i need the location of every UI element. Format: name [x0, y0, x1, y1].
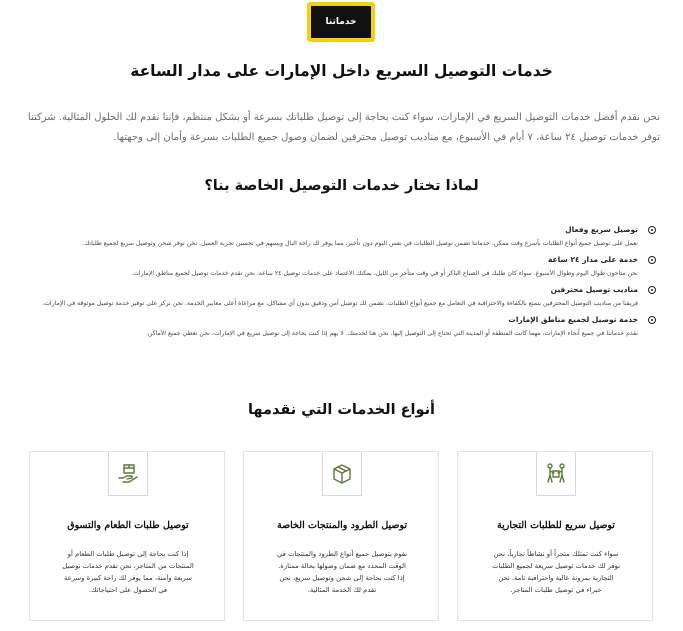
top-bar: [0, 0, 683, 46]
feature-description: نحن متاحون طوال اليوم وطوال الأسبوع. سواء كان طلبك في الصباح الباكر أو في وقت متأخر من الليل، يمكنك الاعتماد على خدمات توصيل ٢٤ ساعة. نحن نقدم خدمات توصيل لجميع مناطق الإمارات.: [131, 270, 638, 277]
delivery-people-icon: [536, 452, 576, 496]
feature-description: نقدم خدماتنا في جميع أنحاء الإمارات، مهما كانت المنطقة أو المدينة التي تحتاج إلى التوصيل إليها. نحن هنا لخدمتك. لا يهم إذا كنت بحاجة إلى توصيل سريع في الإمارات، نحن نغطي جميع الأماكن.: [145, 330, 638, 337]
card-description: نقوم بتوصيل جميع أنواع الطرود والمنتجات في الوقت المحدد مع ضمان وصولها بحالة ممتازة. إذا كنت بحاجة إلى شحن وتوصيل سريع، نحن نقدم لك الخدمة المثالية.: [276, 550, 408, 594]
services-cta-button[interactable]: خدماتنا: [307, 2, 375, 42]
radio-bullet-icon: [648, 256, 656, 264]
intro-paragraph: نحن نقدم أفضل خدمات التوصيل السريع في الإمارات، سواء كنت بحاجة إلى توصيل طلباتك بسرعة أو بشكل منتظم، فإننا نقدم لك الحلول المثالية. شركتنا توفر خدمات توصيل ٢٤ ساعة، ٧ أيام في الأسبوع، مع مناديب توصيل محترفين لضمان وصول جميع الطلبات بسرعة وأمان إلى وجهتها.: [27, 112, 660, 143]
card-description: إذا كنت بحاجة إلى توصيل طلبات الطعام أو المنتجات من المتاجر، نحن نقدم خدمات توصيل سريعة وآمنة، مما يوفر لك راحة كبيرة وسرعة في الحصول على احتياجاتك.: [62, 550, 194, 594]
features-list: [20, 224, 656, 344]
card-title: توصيل الطرود والمنتجات الخاصة: [276, 520, 408, 531]
feature-description: فريقنا من مناديب التوصيل المحترفين يتمتع بالكفاءة والاحترافية في التعامل مع جميع أنواع الطلبات. نضمن لك توصيل آمن ودقيق بدون أي مشاكل، مع مراعاة أعلى معايير الخدمة. نحن نركز على توفير خدمة توصيل موثوقة في الإمارات.: [42, 300, 638, 307]
hand-box-icon: [108, 452, 148, 496]
feature-item-professional-couriers: [20, 284, 656, 309]
card-description: سواء كنت تمتلك متجراً أو نشاطاً تجارياً، نحن نوفر لك خدمات توصيل سريعة لجميع الطلبات التجارية بمرونة عالية واحترافية تامة. نحن خبراء في توصيل طلبات المتاجر.: [491, 550, 621, 594]
feature-title: خدمة توصيل لجميع مناطق الإمارات: [508, 315, 638, 324]
service-card-commercial: [457, 451, 653, 621]
feature-title: مناديب توصيل محترفين: [550, 285, 638, 294]
radio-bullet-icon: [648, 286, 656, 294]
service-card-food: [29, 451, 225, 621]
services-heading: أنواع الخدمات التي نقدمها: [247, 402, 435, 418]
why-choose-us-heading: لماذا تختار خدمات التوصيل الخاصة بنا؟: [204, 178, 479, 194]
feature-item-fast-delivery: [20, 224, 656, 249]
card-title: توصيل طلبات الطعام والتسوق: [67, 520, 189, 531]
radio-bullet-icon: [648, 316, 656, 324]
feature-item-24-hours: [20, 254, 656, 279]
radio-bullet-icon: [648, 226, 656, 234]
feature-title: خدمة على مدار ٢٤ ساعة: [547, 255, 638, 264]
service-card-parcels: [243, 451, 439, 621]
feature-description: نعمل على توصيل جميع أنواع الطلبات بأسرع وقت ممكن. خدماتنا تضمن توصيل الطلبات في نفس اليوم دون تأخير، مما يوفر لك راحة البال ويسهم في تحسين تجربة العميل. نحن نوفر شحن وتوصيل سريع لجميع طلباتك.: [82, 240, 638, 247]
feature-title: توصيل سريع وفعال: [565, 225, 638, 234]
page-title: خدمات التوصيل السريع داخل الإمارات على مدار الساعة: [130, 62, 553, 80]
card-title: توصيل سريع للطلبات التجارية: [497, 520, 615, 531]
package-box-icon: [322, 452, 362, 496]
feature-item-all-emirates: [20, 314, 656, 339]
service-cards: [29, 451, 654, 631]
